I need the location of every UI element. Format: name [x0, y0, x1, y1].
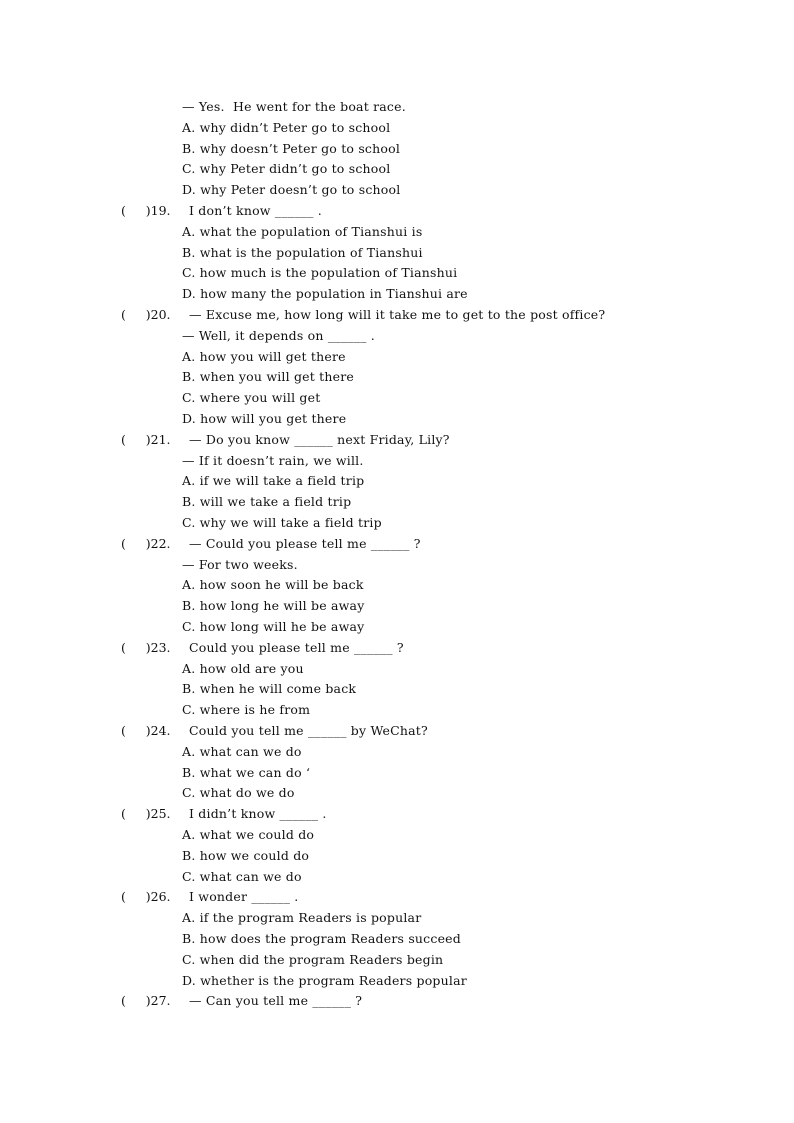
question-number: ( )27.	[121, 993, 171, 1009]
answer-option: D. how will you get there	[182, 411, 347, 426]
dialogue-line: — For two weeks.	[182, 556, 298, 572]
question-stem: I don’t know ______ .	[189, 203, 322, 218]
answer-option: B. when you will get there	[182, 369, 355, 385]
answer-option: C. where is he from	[182, 702, 311, 718]
dialogue-line: — If it doesn’t rain, we will.	[182, 452, 364, 468]
answer-option: B. will we take a field trip	[182, 494, 352, 510]
question-stem: I didn’t know ______ .	[189, 806, 327, 822]
question-number: ( )22.	[121, 535, 171, 551]
question-stem: — Can you tell me ______ ?	[189, 993, 363, 1009]
answer-option: C. how much is the population of Tianshui	[182, 265, 458, 281]
answer-option: D. whether is the program Readers popular	[182, 972, 467, 988]
answer-option: A. what we could do	[182, 827, 315, 842]
answer-option: B. when he will come back	[182, 681, 357, 697]
answer-option: B. how long he will be away	[182, 598, 365, 614]
answer-option: C. why Peter didn’t go to school	[182, 161, 391, 177]
question-stem: — Could you please tell me ______ ?	[189, 535, 421, 551]
question-number: ( )21.	[121, 431, 171, 447]
answer-option: C. why we will take a field trip	[182, 515, 382, 530]
answer-option: B. how does the program Readers succeed	[182, 931, 461, 946]
answer-option: A. how soon he will be back	[182, 577, 364, 593]
answer-option: B. how we could do	[182, 847, 310, 863]
answer-option: C. what can we do	[182, 868, 302, 884]
answer-option: B. what is the population of Tianshui	[182, 244, 423, 260]
answer-option: D. how many the population in Tianshui are	[182, 286, 468, 302]
question-number: ( )26.	[121, 889, 171, 905]
answer-option: C. how long will he be away	[182, 619, 365, 634]
question-number: ( )19.	[121, 203, 171, 218]
question-number: ( )20.	[121, 307, 171, 322]
answer-option: A. if the program Readers is popular	[182, 910, 422, 926]
question-number: ( )24.	[121, 723, 171, 738]
question-stem: — Do you know ______ next Friday, Lily?	[189, 431, 450, 447]
answer-option: C. what do we do	[182, 785, 295, 801]
answer-option: A. what can we do	[182, 743, 302, 759]
question-number: ( )23.	[121, 639, 171, 655]
question-stem: — Excuse me, how long will it take me to get to the post office?	[189, 307, 606, 322]
answer-option: A. how you will get there	[182, 348, 346, 364]
question-stem: Could you please tell me ______ ?	[189, 639, 404, 655]
question-number: ( )25.	[121, 806, 171, 822]
answer-option: A. what the population of Tianshui is	[182, 223, 423, 239]
answer-option: D. why Peter doesn’t go to school	[182, 182, 401, 198]
answer-option: A. if we will take a field trip	[182, 473, 365, 489]
answer-option: A. how old are you	[182, 660, 304, 676]
question-stem: — Yes. He went for the boat race.	[182, 99, 406, 114]
answer-option: C. where you will get	[182, 390, 321, 406]
answer-option: C. when did the program Readers begin	[182, 951, 444, 967]
answer-option: B. why doesn’t Peter go to school	[182, 140, 401, 156]
answer-option: B. what we can do ‘	[182, 764, 311, 780]
answer-option: A. why didn’t Peter go to school	[182, 119, 391, 135]
question-stem: Could you tell me ______ by WeChat?	[189, 723, 428, 738]
dialogue-line: — Well, it depends on ______ .	[182, 327, 375, 343]
question-stem: I wonder ______ .	[189, 889, 299, 905]
